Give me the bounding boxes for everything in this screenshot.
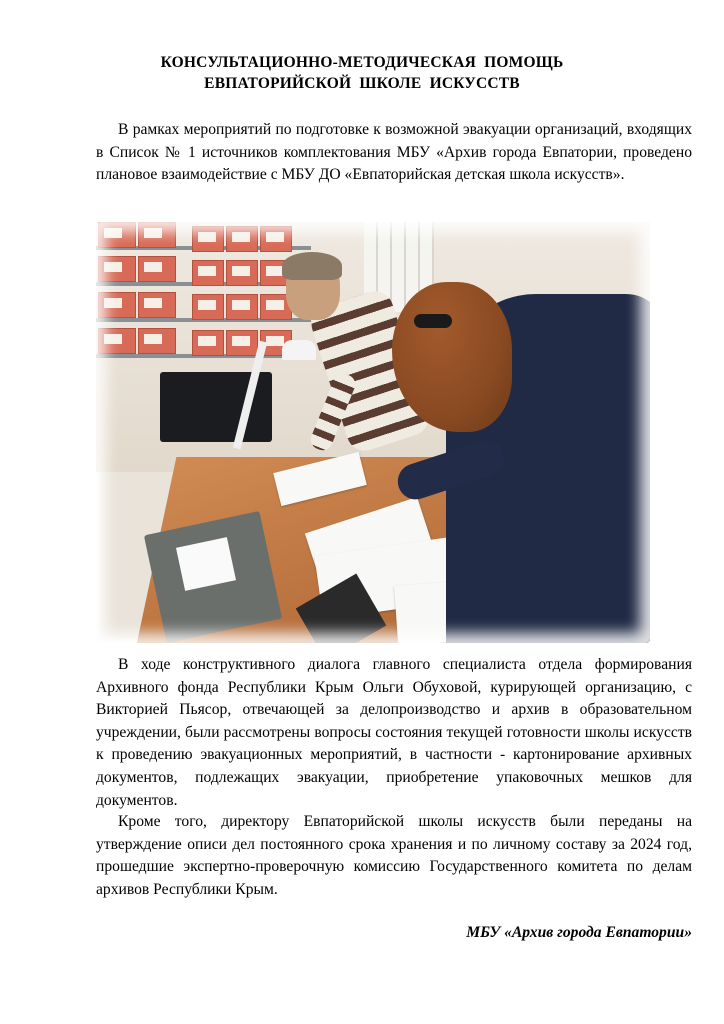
title-line-2: ЕВПАТОРИЙСКОЙ ШКОЛЕ ИСКУССТВ	[204, 75, 520, 92]
transfer-paragraph: Кроме того, директору Евпаторийской школы искусств были переданы на утверждение описи дел постоянного срока хранения и по личному составу за 2024 год, прошедшие экспертно-проверочную комиссию Государственного комитета по делам архивов Республики Крым.	[96, 813, 692, 898]
desk-lamp-head	[282, 340, 316, 360]
title-line-1: КОНСУЛЬТАЦИОННО-МЕТОДИЧЕСКАЯ ПОМОЩЬ	[160, 54, 564, 71]
sunglasses	[414, 314, 452, 328]
archive-meeting-photo	[96, 222, 650, 643]
document-title	[0, 52, 724, 94]
man-hair	[282, 252, 342, 280]
dialog-paragraph: В ходе конструктивного диалога главного специалиста отдела формирования Архивного фонда Республики Крым Ольги Обуховой, курирующей организацию, с Викторией Пьясор, отвечающей за делопроизводство и архив в образовательном учреждении, были рассмотрены вопросы состояния текущей готовности школы искусств к проведению эвакуационных мероприятий, в частности - картонирование архивных документов, подлежащих эвакуации, приобретение упаковочных мешков для документов.	[96, 656, 692, 809]
signature: МБУ «Архив города Евпатории»	[466, 924, 692, 941]
intro-paragraph: В рамках мероприятий по подготовке к возможной эвакуации организаций, входящих в Список № 1 источников комплектования МБУ «Архив города Евпатории, проведено плановое взаимодействие с МБУ ДО «Евпаторийская детская школа искусств».	[96, 121, 692, 184]
